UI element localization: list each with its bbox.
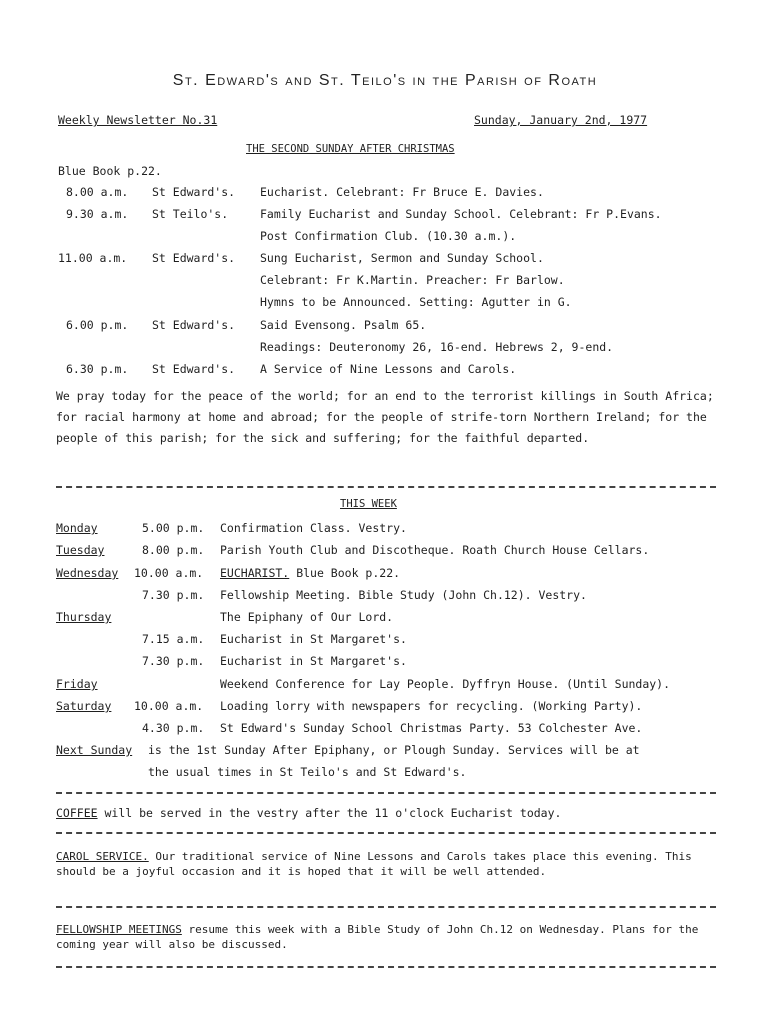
service-church: St Edward's. (152, 362, 236, 376)
week-time: 5.00 p.m. (142, 521, 205, 535)
fellowship-text: resume this week with a Bible Study of John Ch.12 on Wednesday. Plans for the coming year will also be discussed. (56, 923, 699, 951)
week-event (220, 566, 400, 580)
week-day: Saturday (56, 699, 112, 713)
week-event-detail: Blue Book p.22. (296, 566, 401, 580)
week-event: Weekend Conference for Lay People. Dyffryn House. (Until Sunday). (220, 677, 671, 691)
week-event: Parish Youth Club and Discotheque. Roath Church House Cellars. (220, 543, 650, 557)
service-time: 8.00 a.m. (66, 185, 129, 199)
coffee-label: COFFEE (56, 806, 98, 820)
service-church: St Edward's. (152, 185, 236, 199)
week-event: Fellowship Meeting. Bible Study (John Ch.12). Vestry. (220, 588, 587, 602)
week-day: Wednesday (56, 566, 119, 580)
newsletter-number: Weekly Newsletter No.31 (58, 113, 218, 127)
week-day: Friday (56, 677, 98, 691)
service-detail: Hymns to be Announced. Setting: Agutter in G. (260, 295, 572, 309)
week-day: Monday (56, 521, 98, 535)
carol-label: CAROL SERVICE. (56, 850, 149, 863)
service-detail: Said Evensong. Psalm 65. (260, 318, 427, 332)
week-event-highlight: EUCHARIST. (220, 566, 290, 580)
week-time: 8.00 p.m. (142, 543, 205, 557)
week-day: Tuesday (56, 543, 105, 557)
week-event: Loading lorry with newspapers for recycling. (Working Party). (220, 699, 643, 713)
carol-service-notice (56, 849, 716, 879)
fellowship-label: FELLOWSHIP MEETINGS (56, 923, 182, 936)
week-time: 10.00 a.m. (134, 566, 204, 580)
service-time: 11.00 a.m. (58, 251, 128, 265)
parish-title: St. Edward's and St. Teilo's in the Parish of Roath (172, 72, 598, 89)
service-detail: Post Confirmation Club. (10.30 a.m.). (260, 229, 517, 243)
service-time: 9.30 a.m. (66, 207, 129, 221)
service-church: St Edward's. (152, 318, 236, 332)
fellowship-notice (56, 922, 716, 952)
this-week-heading: THIS WEEK (340, 498, 397, 510)
service-church: St Edward's. (152, 251, 236, 265)
next-sunday-line: the usual times in St Teilo's and St Edward's. (148, 765, 467, 779)
coffee-text: will be served in the vestry after the 11 o'clock Eucharist today. (104, 806, 562, 820)
next-sunday-label: Next Sunday (56, 743, 133, 757)
newsletter-date: Sunday, January 2nd, 1977 (474, 113, 648, 127)
week-time: 10.00 a.m. (134, 699, 204, 713)
service-time: 6.00 p.m. (66, 318, 129, 332)
coffee-notice (56, 806, 561, 820)
week-event: Eucharist in St Margaret's. (220, 654, 407, 668)
week-day: Thursday (56, 610, 112, 624)
section-divider (56, 486, 716, 488)
section-divider (56, 832, 716, 834)
service-detail: Sung Eucharist, Sermon and Sunday School. (260, 251, 544, 265)
sunday-heading: THE SECOND SUNDAY AFTER CHRISTMAS (246, 143, 455, 155)
week-event: The Epiphany of Our Lord. (220, 610, 394, 624)
carol-text: Our traditional service of Nine Lessons and Carols takes place this evening. This should be a joyful occasion and it is hoped that it will be well attended. (56, 850, 692, 878)
section-divider (56, 792, 716, 794)
service-detail: Eucharist. Celebrant: Fr Bruce E. Davies. (260, 185, 544, 199)
service-detail: Readings: Deuteronomy 26, 16-end. Hebrews 2, 9-end. (260, 340, 614, 354)
week-time: 4.30 p.m. (142, 721, 205, 735)
service-church: St Teilo's. (152, 207, 229, 221)
week-time: 7.30 p.m. (142, 654, 205, 668)
next-sunday-line: is the 1st Sunday After Epiphany, or Plough Sunday. Services will be at (148, 743, 640, 757)
week-time: 7.30 p.m. (142, 588, 205, 602)
service-time: 6.30 p.m. (66, 362, 129, 376)
section-divider (56, 906, 716, 908)
blue-book-reference: Blue Book p.22. (58, 164, 162, 178)
service-detail: Family Eucharist and Sunday School. Celebrant: Fr P.Evans. (260, 207, 662, 221)
prayer-paragraph: We pray today for the peace of the world; for an end to the terrorist killings in South Africa; for racial harmony at home and abroad; for the people of strife-torn Northern Ireland; for the people of this parish; for the sick and suffering; for the faithful departed. (56, 389, 714, 445)
section-divider (56, 966, 716, 968)
week-event: Confirmation Class. Vestry. (220, 521, 407, 535)
week-event: St Edward's Sunday School Christmas Party. 53 Colchester Ave. (220, 721, 643, 735)
service-detail: Celebrant: Fr K.Martin. Preacher: Fr Barlow. (260, 273, 565, 287)
service-detail: A Service of Nine Lessons and Carols. (260, 362, 517, 376)
week-event: Eucharist in St Margaret's. (220, 632, 407, 646)
week-time: 7.15 a.m. (142, 632, 205, 646)
